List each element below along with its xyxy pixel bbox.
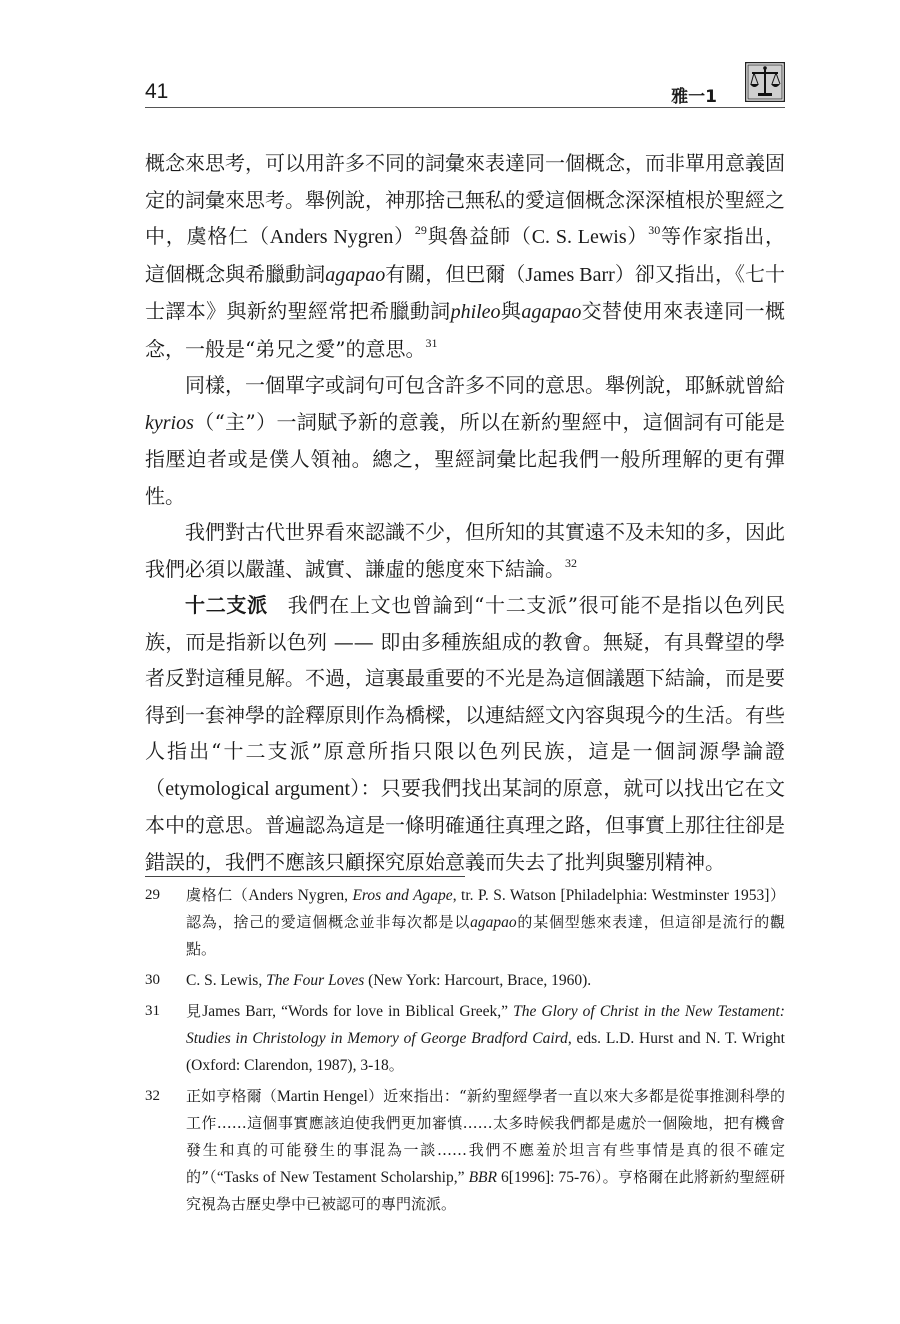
footnote-number: 32 — [145, 1088, 160, 1104]
text-run: （“主”）一詞賦予新的意義，所以在新約聖經中，這個詞有可能是指壓迫者或是僕人領袖。總之，聖經詞彙比起我們一般所理解的更有彈性。 — [145, 409, 785, 508]
text-run: ） — [626, 224, 649, 248]
text-run: 同樣，一個單字或詞句可包含許多不同的意思。舉例說，耶穌就曾給 — [185, 373, 785, 397]
text-run: 我們在上文也曾論到“十二支派”很可能不是指以色列民族，而是指新以色列 —— 即由多種族組成的教會。無疑，有具聲望的學者反對這種見解。不過，這裏最重要的不光是為這個議題下結論，而是要得到一套神學的詮釋原則作為橋樑，以連結經文內容與現今的生活。有些人指出“十二支派”原意所指只限以色列民族，這是一個詞源學論證（ — [145, 593, 786, 800]
text-run: 有關，但巴爾（ — [385, 261, 526, 286]
footnote-number: 29 — [145, 887, 160, 903]
text-run: , eds. L.D. Hurst and N. T. Wright (Oxford: Clarendon, 1987), 3-18 — [186, 1030, 785, 1074]
text-run: 的某個型態來表達，但這卻是流行的觀點。 — [186, 913, 785, 958]
text-run: agapao — [470, 914, 517, 931]
footnotes — [145, 882, 785, 1222]
text-run: The Glory of Christ in the New Testament: Studies in Christology in Memory of George Bradford Caird — [186, 1003, 785, 1047]
text-run: James Barr, “Words for love in Biblical Greek,” — [202, 1003, 514, 1020]
text-run: phileo — [450, 301, 501, 323]
page-header — [145, 62, 785, 108]
running-title: 雅一1 — [671, 87, 717, 107]
text-run: 與 — [500, 299, 522, 323]
text-run: etymological argument — [165, 777, 351, 800]
text-run: Anders Nygren, — [248, 887, 353, 904]
footnote-rule — [145, 876, 465, 877]
text-run: C. S. Lewis — [531, 226, 627, 248]
text-run: 等作家指出，這個概念與希臘動詞 — [145, 224, 786, 286]
text-run: (New York: Harcourt, Brace, 1960). — [364, 972, 592, 989]
text-run: 虞格仁（ — [186, 886, 249, 904]
body-text — [145, 145, 785, 880]
text-run: Eros and Agape — [352, 887, 453, 904]
text-run: 交替使用來表達同一概念，一般是“弟兄之愛”的意思。 — [145, 299, 786, 361]
paragraph — [145, 145, 785, 367]
footnote — [145, 967, 785, 994]
text-run: The Four Loves — [266, 972, 365, 989]
text-run: 我們對古代世界看來認識不少，但所知的其實遠不及未知的多，因此我們必須以嚴謹、誠實、謙虛的態度來下結論。 — [145, 520, 785, 581]
text-run: 6[1996]: 75-76 — [496, 1169, 595, 1186]
text-run: ）認為，捨己的愛這個概念並非每次都是以 — [186, 886, 785, 931]
page-number: 41 — [145, 80, 169, 103]
text-run: 與魯益師（ — [426, 224, 532, 248]
text-run: 。 — [388, 1056, 404, 1074]
text-run: 正如亨格爾（ — [186, 1087, 277, 1105]
paragraph — [145, 587, 785, 880]
footnote-number: 31 — [145, 1003, 160, 1019]
footnote-ref-32: 32 — [565, 555, 577, 570]
footnote — [145, 882, 785, 963]
paragraph — [145, 514, 785, 587]
text-run: 見 — [186, 1002, 203, 1020]
footnote-ref-29: 29 — [414, 223, 427, 237]
text-run: BBR — [468, 1169, 497, 1186]
footnote — [145, 998, 785, 1079]
footnote-number: 30 — [145, 972, 160, 988]
footnote — [145, 1083, 785, 1218]
text-run: Anders Nygren — [269, 226, 394, 248]
text-run: James Barr — [525, 263, 615, 286]
text-run: ） — [393, 224, 415, 248]
text-run: ）近來指出：“新約聖經學者一直以來大多都是從事推測科學的工作……這個事實應該迫使我們更加審慎……太多時候我們都是處於一個險地，把有機會發生和真的可能發生的事混為一談……我們不應羞於坦言有些事情是真的很不確定的”（ — [186, 1087, 785, 1186]
paragraph — [145, 367, 785, 514]
footnote-ref-31: 31 — [425, 335, 438, 350]
text-run: agapao — [325, 263, 386, 286]
text-run: ）。亨格爾在此將新約聖經研究視為古歷史學中已被認可的專門流派。 — [186, 1168, 786, 1213]
text-run: agapao — [521, 301, 582, 323]
section-lead: 十二支派 — [185, 593, 268, 617]
text-run: ）：只要我們找出某詞的原意，就可以找出它在文本中的意思。普遍認為這是一條明確通往真理之路，但事實上那往往卻是錯誤的，我們不應該只顧探究原始意義而失去了批判與鑒別精神。 — [145, 775, 786, 874]
text-run: kyrios — [145, 411, 194, 434]
text-run: ）卻又指出，《七十士譯本》與新約聖經常把希臘動詞 — [145, 261, 786, 323]
text-run: , tr. P. S. Watson [Philadelphia: Westminster 1953] — [452, 887, 770, 904]
text-run: 概念來思考，可以用許多不同的詞彙來表達同一個概念，而非單用意義固定的詞彙來思考。舉例說，神那捨己無私的愛這個概念深深植根於聖經之中，虞格仁（ — [145, 151, 785, 248]
header-rule — [145, 107, 785, 108]
text-run: Martin Hengel — [276, 1088, 368, 1105]
text-run: C. S. Lewis, — [186, 972, 267, 989]
scales-of-justice-icon — [745, 62, 785, 102]
footnote-ref-30: 30 — [648, 223, 661, 237]
text-run: “Tasks of New Testament Scholarship,” — [216, 1169, 469, 1186]
